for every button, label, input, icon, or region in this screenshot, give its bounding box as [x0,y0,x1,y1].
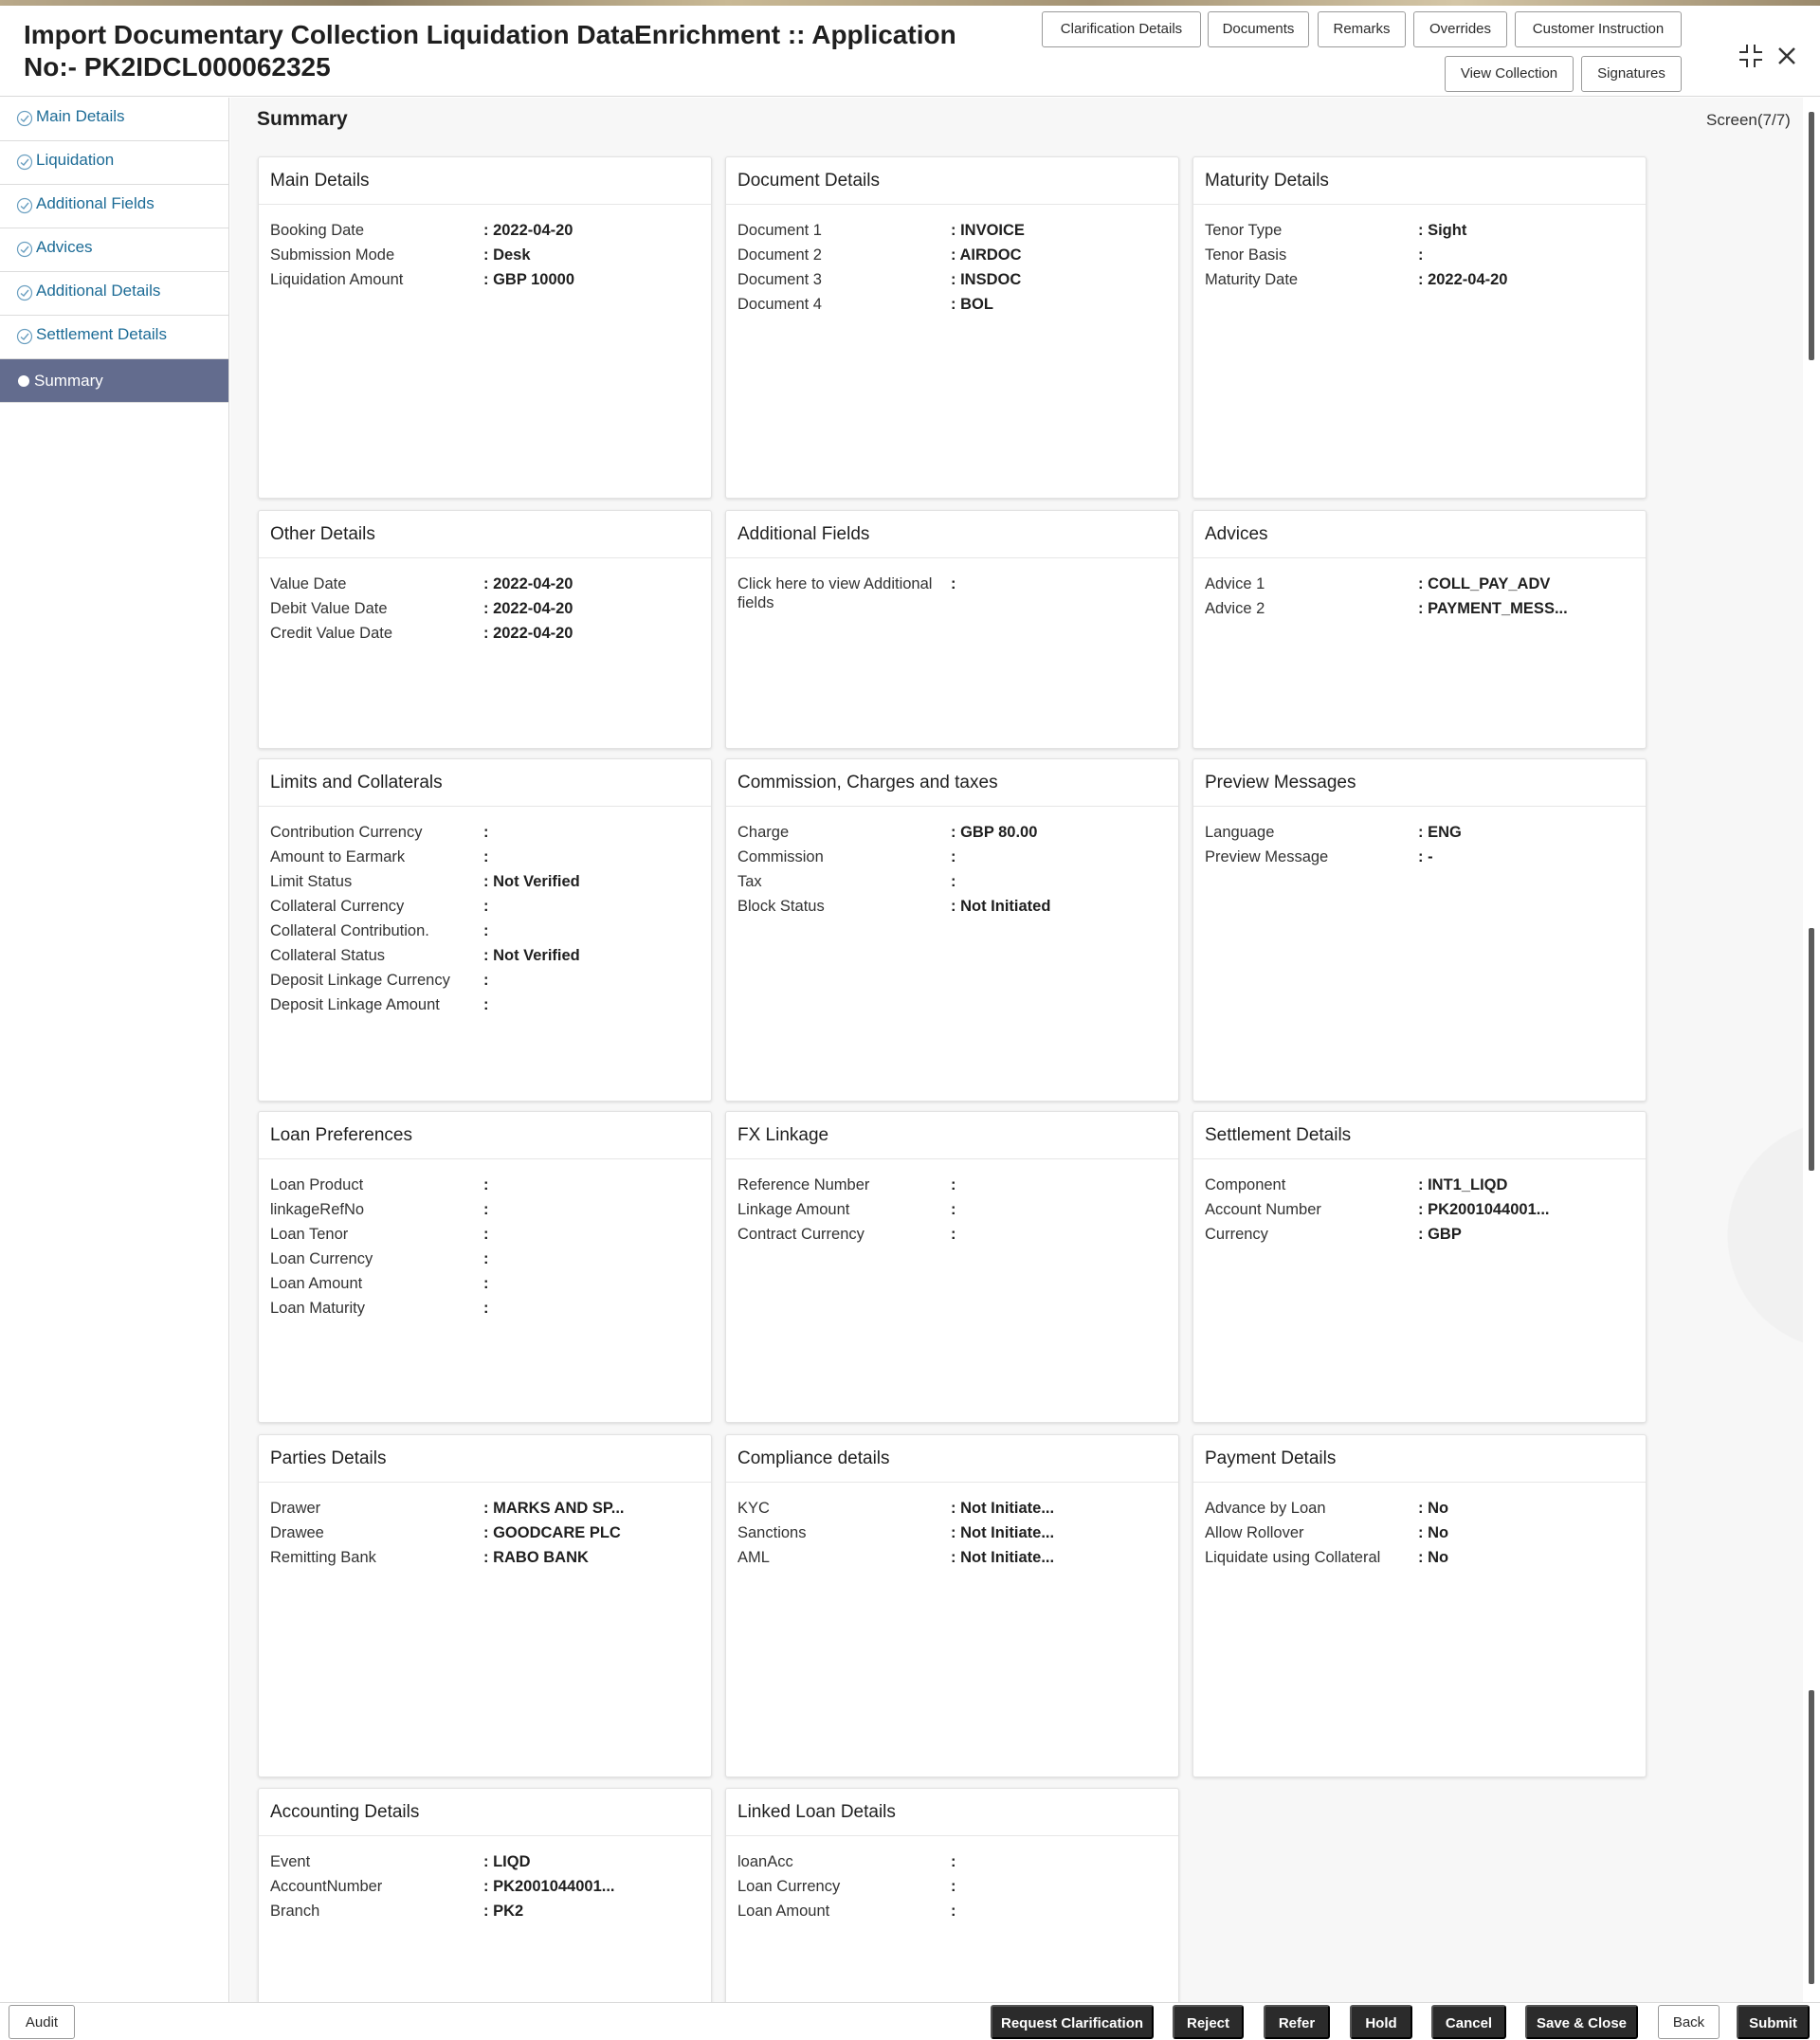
field-label: Drawer [270,1500,321,1517]
field-label: Tenor Basis [1205,246,1287,264]
reject-button[interactable]: Reject [1173,2005,1244,2039]
field-label: Event [270,1853,311,1870]
field-label: Document 3 [737,271,822,288]
field-value: : [483,972,489,989]
field-label: KYC [737,1500,770,1517]
field-label: Charge [737,824,790,841]
field-label: Debit Value Date [270,600,388,617]
field-row [1205,1523,1634,1548]
field-label: linkageRefNo [270,1201,365,1218]
field-value: : [951,1201,956,1218]
field-row [270,995,700,1020]
card-title: Settlement Details [1193,1112,1646,1159]
remarks-button[interactable]: Remarks [1318,11,1406,47]
field-row [1205,574,1634,599]
scrollbar-segment [1809,1690,1814,1984]
document-details-card [725,156,1179,499]
field-value: : PK2 [483,1903,524,1920]
field-row [737,246,1167,270]
save-and-close-button[interactable]: Save & Close [1525,2005,1638,2039]
card-body [726,807,1178,921]
field-row [270,574,700,599]
field-value: : [951,1878,956,1895]
current-step-dot-icon [18,375,29,387]
field-value: : - [1418,848,1433,865]
card-body [1193,558,1646,624]
sidebar-item-label: Summary [34,372,103,390]
field-label: AML [737,1549,770,1566]
field-value: : [483,1176,489,1193]
field-row [270,1852,700,1877]
field-value: : [1418,246,1424,264]
field-row [270,1225,700,1249]
card-body [726,1483,1178,1573]
field-label: Submission Mode [270,246,395,264]
field-row [1205,1175,1634,1200]
sidebar-item-label: Liquidation [36,151,115,169]
field-row [737,1902,1167,1926]
field-label: Loan Amount [270,1275,363,1292]
field-label: Advice 2 [1205,600,1265,617]
field-value: : [951,873,956,890]
field-value: : AIRDOC [951,246,1022,264]
vertical-scrollbar[interactable] [1803,98,1820,2002]
field-value: : [483,922,489,939]
field-label: Loan Currency [270,1250,373,1267]
field-label: Document 4 [737,296,822,313]
sidebar-item-main-details[interactable] [0,98,228,141]
section-title: Summary [257,108,348,130]
sidebar-item-settlement-details[interactable] [0,316,228,359]
field-label: Sanctions [737,1524,807,1541]
field-value: : RABO BANK [483,1549,589,1566]
field-row [1205,1225,1634,1249]
field-row [270,1523,700,1548]
field-label: Linkage Amount [737,1201,850,1218]
field-row [737,897,1167,921]
card-title: Limits and Collaterals [259,759,711,807]
card-title: Accounting Details [259,1789,711,1836]
field-value: : [483,996,489,1013]
field-value: : 2022-04-20 [483,600,573,617]
field-value: : Not Initiated [951,898,1051,915]
card-title: Commission, Charges and taxes [726,759,1178,807]
field-row [737,1200,1167,1225]
field-row [1205,823,1634,847]
field-row [270,971,700,995]
field-row [270,897,700,921]
field-row [1205,1200,1634,1225]
field-value: : No [1418,1524,1449,1541]
field-label: Deposit Linkage Amount [270,996,440,1013]
field-value: : 2022-04-20 [483,222,573,239]
field-label: Tax [737,873,762,890]
card-title: Maturity Details [1193,157,1646,205]
sidebar-item-label: Main Details [36,107,125,125]
card-body [726,205,1178,319]
loan-preferences-card [258,1111,712,1423]
field-value: : Not Verified [483,873,580,890]
card-title: Loan Preferences [259,1112,711,1159]
compliance-details-card [725,1434,1179,1777]
card-body [726,1159,1178,1249]
field-value: : GBP [1418,1226,1462,1243]
field-value: : BOL [951,296,993,313]
field-label: Booking Date [270,222,365,239]
customer-instruction-button[interactable]: Customer Instruction [1515,11,1682,47]
card-body [1193,1483,1646,1573]
scrollbar-segment [1809,928,1814,1171]
card-title: Linked Loan Details [726,1789,1178,1836]
sidebar-item-advices[interactable] [0,228,228,272]
field-value: : [483,1226,489,1243]
check-circle-icon [16,197,33,214]
field-label: Credit Value Date [270,625,393,642]
field-row [270,1249,700,1274]
card-body [726,558,1178,616]
field-row [737,823,1167,847]
field-value: : Not Initiate... [951,1500,1055,1517]
field-row [1205,246,1634,270]
field-label: Account Number [1205,1201,1321,1218]
field-value: : GBP 10000 [483,271,575,288]
sidebar-item-label: Additional Fields [36,194,155,212]
card-title: Compliance details [726,1435,1178,1483]
field-label: Loan Tenor [270,1226,349,1243]
field-value: : [483,824,489,841]
field-value: : [483,1250,489,1267]
field-label: Liquidate using Collateral [1205,1549,1381,1566]
maturity-details-card [1192,156,1647,499]
screen-indicator: Screen(7/7) [1706,111,1791,129]
field-label: Document 1 [737,222,822,239]
additional-fields-card [725,510,1179,749]
payment-details-card [1192,1434,1647,1777]
field-value: : GBP 80.00 [951,824,1038,841]
back-button[interactable]: Back [1658,2005,1720,2039]
card-body [259,807,711,1020]
field-value: : PK2001044001... [483,1878,615,1895]
card-body [259,1159,711,1323]
field-value: : [951,848,956,865]
field-value: : [951,1853,956,1870]
field-value: : 2022-04-20 [483,575,573,592]
field-label: Remitting Bank [270,1549,376,1566]
field-label: Liquidation Amount [270,271,404,288]
linked-loan-details-card [725,1788,1179,2015]
field-label: Advance by Loan [1205,1500,1326,1517]
field-row [270,823,700,847]
field-row [1205,221,1634,246]
field-label: Reference Number [737,1176,870,1193]
fx-linkage-card [725,1111,1179,1423]
field-value: : PAYMENT_MESS... [1418,600,1568,617]
field-value: : [483,1275,489,1292]
field-value: : No [1418,1549,1449,1566]
field-label: Document 2 [737,246,822,264]
field-value: : [951,1226,956,1243]
card-title: Additional Fields [726,511,1178,558]
minimize-window-icon[interactable] [1737,42,1765,70]
parties-details-card [258,1434,712,1777]
field-row [270,246,700,270]
close-icon[interactable] [1773,42,1801,70]
card-title: Parties Details [259,1435,711,1483]
field-row [270,1548,700,1573]
field-row [737,872,1167,897]
field-row [270,1175,700,1200]
field-row [737,221,1167,246]
field-row [737,847,1167,872]
field-label: Collateral Currency [270,898,405,915]
field-label: Currency [1205,1226,1268,1243]
field-row [270,1299,700,1323]
field-row [270,221,700,246]
field-row [737,1877,1167,1902]
field-label: Contribution Currency [270,824,423,841]
field-value: : [951,1176,956,1193]
field-row [270,1274,700,1299]
card-body [726,1836,1178,1926]
field-value: : ENG [1418,824,1462,841]
check-circle-icon [16,110,33,127]
scrollbar-segment [1809,112,1814,360]
field-label: Loan Currency [737,1878,841,1895]
field-label: AccountNumber [270,1878,383,1895]
field-label: Preview Message [1205,848,1329,865]
field-value: : INVOICE [951,222,1025,239]
field-row [737,1548,1167,1573]
card-body [259,1483,711,1573]
field-label: Limit Status [270,873,353,890]
field-label: Collateral Contribution. [270,922,429,939]
sidebar-item-label: Additional Details [36,282,161,300]
field-value: : [483,848,489,865]
cancel-button[interactable]: Cancel [1431,2005,1506,2039]
preview-messages-card [1192,758,1647,1102]
field-value: : [483,898,489,915]
check-circle-icon [16,284,33,301]
field-label: Allow Rollover [1205,1524,1304,1541]
sidebar-nav [0,98,229,2002]
field-value: : MARKS AND SP... [483,1500,625,1517]
field-label: Loan Product [270,1176,364,1193]
field-value: : [951,1903,956,1920]
field-label: Branch [270,1903,320,1920]
field-label: Language [1205,824,1275,841]
field-row [270,599,700,624]
documents-button[interactable]: Documents [1208,11,1309,47]
card-title: FX Linkage [726,1112,1178,1159]
field-row [1205,1548,1634,1573]
field-value: : No [1418,1500,1449,1517]
field-value: : Not Initiate... [951,1549,1055,1566]
field-label: Block Status [737,898,825,915]
hold-button[interactable]: Hold [1350,2005,1412,2039]
field-row [270,270,700,295]
field-row [737,1523,1167,1548]
check-circle-icon [16,241,33,258]
sidebar-item-liquidation[interactable] [0,141,228,185]
field-label: Value Date [270,575,347,592]
check-circle-icon [16,154,33,171]
audit-button[interactable]: Audit [9,2005,75,2039]
clarification-details-button[interactable]: Clarification Details [1042,11,1201,47]
card-title: Other Details [259,511,711,558]
field-value: : INT1_LIQD [1418,1176,1508,1193]
card-title: Payment Details [1193,1435,1646,1483]
field-row [1205,599,1634,624]
field-row [270,872,700,897]
field-label: Tenor Type [1205,222,1283,239]
field-label: Maturity Date [1205,271,1299,288]
sidebar-item-label: Settlement Details [36,325,167,343]
field-label: Advice 1 [1205,575,1265,592]
field-value: : Not Verified [483,947,580,964]
sidebar-item-additional-fields[interactable] [0,185,228,228]
view-collection-button[interactable]: View Collection [1445,56,1574,92]
card-title: Document Details [726,157,1178,205]
field-label: Drawee [270,1524,324,1541]
field-value: : Not Initiate... [951,1524,1055,1541]
field-label: Amount to Earmark [270,848,406,865]
field-label: Collateral Status [270,947,386,964]
field-value: : Desk [483,246,531,264]
limits-and-collaterals-card [258,758,712,1102]
field-row [1205,270,1634,295]
field-label: loanAcc [737,1853,793,1870]
field-label[interactable]: Click here to view Additional fields [737,575,933,611]
main-content [230,98,1820,2002]
field-row [270,921,700,946]
field-row [737,1175,1167,1200]
footer-toolbar [0,2002,1820,2040]
field-row [737,270,1167,295]
field-row [737,1852,1167,1877]
field-row [737,1225,1167,1249]
refer-button[interactable]: Refer [1264,2005,1330,2039]
card-title: Advices [1193,511,1646,558]
field-row [270,1902,700,1926]
sidebar-item-label: Advices [36,238,93,256]
field-row [1205,1499,1634,1523]
field-row [270,1200,700,1225]
signatures-button[interactable]: Signatures [1581,56,1682,92]
submit-button[interactable]: Submit [1737,2005,1810,2039]
field-label: Commission [737,848,824,865]
field-value: : GOODCARE PLC [483,1524,621,1541]
field-row [270,1499,700,1523]
field-row [270,847,700,872]
field-value: : [951,575,956,592]
field-row [270,1877,700,1902]
field-row [270,946,700,971]
overrides-button[interactable]: Overrides [1413,11,1507,47]
card-body [259,558,711,648]
field-label: Contract Currency [737,1226,864,1243]
field-value: : [483,1201,489,1218]
card-body [1193,205,1646,295]
commission-charges-and-taxes-card [725,758,1179,1102]
card-body [1193,807,1646,872]
check-circle-icon [16,328,33,345]
field-value: : Sight [1418,222,1467,239]
advices-card [1192,510,1647,749]
field-value: : PK2001044001... [1418,1201,1550,1218]
header [0,6,1820,97]
other-details-card [258,510,712,749]
field-row [737,295,1167,319]
card-body [259,1836,711,1926]
field-row [737,1499,1167,1523]
field-row [737,574,1167,616]
field-value: : 2022-04-20 [1418,271,1508,288]
field-row [270,624,700,648]
field-label: Component [1205,1176,1286,1193]
field-value: : LIQD [483,1853,531,1870]
field-value: : INSDOC [951,271,1022,288]
field-row [1205,847,1634,872]
field-value: : [483,1300,489,1317]
field-label: Loan Maturity [270,1300,365,1317]
field-value: : COLL_PAY_ADV [1418,575,1551,592]
settlement-details-card [1192,1111,1647,1423]
page-title: Import Documentary Collection Liquidation DataEnrichment :: Application No:- PK2IDCL000062325 [24,20,956,82]
field-value: : 2022-04-20 [483,625,573,642]
accounting-details-card [258,1788,712,2015]
card-body [259,205,711,295]
request-clarification-button[interactable]: Request Clarification [991,2005,1154,2039]
field-label: Deposit Linkage Currency [270,972,450,989]
card-title: Preview Messages [1193,759,1646,807]
card-body [1193,1159,1646,1249]
sidebar-item-summary[interactable] [0,359,228,403]
card-title: Main Details [259,157,711,205]
main-details-card [258,156,712,499]
sidebar-item-additional-details[interactable] [0,272,228,316]
field-label: Loan Amount [737,1903,830,1920]
